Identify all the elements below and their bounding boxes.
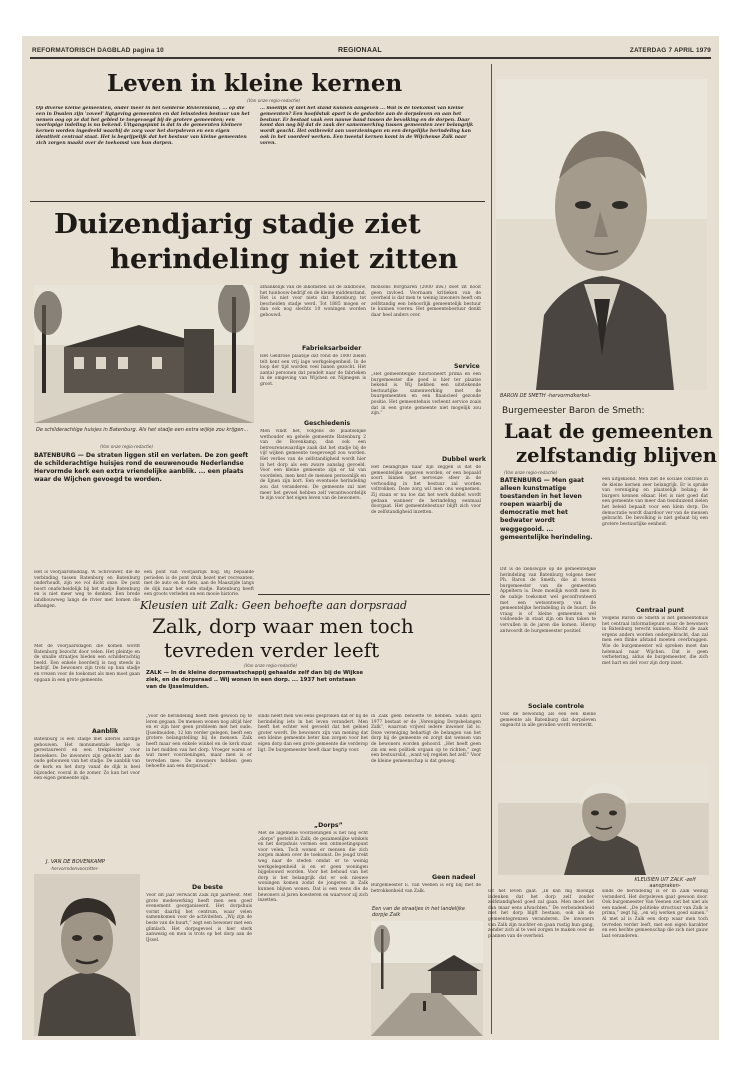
article-title: Leven in kleine kernen [107, 70, 403, 97]
article-lead: BATENBURG — De straten liggen stil en verlaten. De zon geeft de schilderachtige huisjes rond de eeuwenoude Nederlandse Hervormde kerk een extra vriendelijke aanblik. ... een plaats waar de Wijchen gevoegd te worden. [34, 452, 249, 484]
section-rule [258, 594, 490, 595]
byline: (Van onze regio-redactie) [244, 663, 298, 668]
headline-line-2: zelfstandig blijven [516, 444, 717, 467]
headline-line-1: Zalk, dorp waar men toch [152, 614, 414, 638]
street-photo-batenburg [34, 285, 254, 423]
body-text: „Voor de herindeling heeft men gewoon bij te leren gegaan. De mensen wonen nog altijd hier en er zijn hier geen probleem met het oude. IJsselmuiden, 12 km verder gelegen, heeft een grotere belangstelling bij de mensen. Zalk heeft maar een enkele winkel en de kerk staat in het midden van het dorp. Vroeger waren er wat meer voorzieningen, maar men is er tevreden mee. De inwoners hebben geen behoefte aan een dorpsraad.” [146, 714, 252, 770]
body-text: „Het gemeentelijke functioneert prima en een burgemeester die goed is hier ter plaatse bekend is. Wij hebben een uitstekende bestuurlijke samenwerking met de buurgemeenten en een financieel gezonde positie. Het gemeentehuis verleent service zoals dat in een grote gemeente niet mogelijk zou zijn.” [371, 372, 481, 417]
subheading-service: Service [454, 363, 480, 370]
body-text: Batenburg is een stadje met allerlei aardige gebouwen. Het monumentale kerkje is gerestaureerd en een trekpleister voor bezoekers. De inwoners zijn gehecht aan de oude gebouwen van het stadje. De aanblik van de kerk en het dorp vanaf de dijk is heel bijzonder, vooral in de zomer. Zo kan het voor een eigen gemeente zijn. [34, 737, 140, 782]
body-text: Ook de bewoning als een een kleine gemeente als Batenburg dat dorpsleven ongeacht in alle gevallen wordt versterkt. [500, 712, 596, 729]
byline: (Van onze regio-redactie) [247, 98, 301, 103]
body-text: een uitgekiend. Men ziet de sociale controle in de kleine kernen zeer belangrijk. Er is sprake van vereniging en plaatselijk belang; de burgers kennen elkaar. Het is niet goed dat een gemeente van meer dan tienduizend zielen het beleid bepaalt voor een klein dorp. De democratie wordt daardoor ver van de mensen gebracht. De bevolking is niet gebaat bij een grotere bestuurlijke eenheid. [602, 477, 708, 527]
intro-text [36, 106, 255, 198]
signature-role: -hervormdenvoorzitter- [50, 866, 99, 871]
body-text: Met de algemene voorzieningen is het nog echt „dorps” gesteld in Zalk; de gezamenlijke winkels en het dorpshuis vormen een ontmoetingspunt voor velen. Toch wonen er mensen die zich zorgen maken over de toekomst. De jeugd trekt weg naar de steden omdat er te weinig werkgelegenheid is en er geen woningen bijgebouwd worden. Voor het behoud van het dorp is het belangrijk dat er ook nieuwe woningen komen zodat de jongeren in Zalk kunnen blijven wonen. Dat is een wens die de bewoners al jaren koesteren en waarvoor zij zich inzetten. [258, 831, 368, 904]
body-text: Volgens Baron de Smeth is het gemeentehuis het centraal informatiepunt waar de bewoners in Batenburg terecht kunnen. Mocht de zaak ergens anders worden ondergebracht, dan zal men een flinke afstand moeten overbruggen. Wie de burgemeester wil spreken moet dan helemaal naar Wijchen. Dat is geen verbetering, aldus de burgemeester, die zich met hart en ziel voor zijn dorp inzet. [602, 616, 708, 666]
article-lead: ZALK — In de kleine dorpsmaatschappij gehaalde zelf dan bij de Wijkse ziek, en de dorpsraad .. Wij wonen in een dorp. ... 1937 het ontstaan van de IJsselmuiden. [146, 670, 364, 690]
portrait-photo-burgemeester [496, 79, 707, 390]
body-text: Men vindt het, volgens de plaatselijke wethouder en gehele gemeente Batenburg 2 van de Bovenkamp, dan ook een betreurenswaardige zaak dat het stadje bij de vijf wijken gemeente toegevoegd zou worden. Het verlies van de zelfstandigheid wordt hier in het dorp als een zware aanslag gevoeld. Voor een kleine gemeente zijn er tal van voordelen, men kent de mensen persoonlijk en de lijnen zijn kort. Een eventuele herindeling zou dat veranderen. De gemeente zal niet meer het gevoel hebben zelf verantwoordelijk te zijn voor het eigen leven van de bewoners. [260, 429, 366, 502]
date-label: ZATERDAG 7 APRIL 1979 [629, 47, 711, 54]
photo-caption: De schilderachtige huisjes in Batenburg. Als het stadje een extra wijkje zou krijgen... [36, 427, 249, 433]
subheading-dubbel-werk: Dubbel werk [442, 456, 486, 463]
subheading-sociale-controle: Sociale controle [528, 703, 585, 710]
body-text: Met de voorjaarsdagen die komen wordt Batenburg bezocht door velen. Het pleintje en de smalle straatjes bieden een schilderachtig beeld. Een enkele boerderij is nog steeds in bedrijf. De bewoners zijn trots op hun stadje en vrezen voor de toekomst als men moet gaan opgaan in een grote gemeente. [34, 644, 140, 683]
article-lead: BATENBURG — Men gaat alleen kunstmatige toestanden in het leven roepen waarbij de democratie met het bedwater wordt weggegooid. ... gemeentelijke herindeling. [500, 477, 593, 541]
body-text: Voor dit jaar verwacht Zalk zijn jaarfeest. Met grote medewerking heeft men een goed evenement georganiseerd. Het dorpshuis vormt daarbij het centrum, waar velen samenkomen voor de activiteiten. „Wij zijn de beste van de buurt,” zegt een bewoner met een glimlach. Het dorpsgevoel is hier sterk aanwezig en men is trots op het dorp aan de IJssel. [146, 893, 252, 943]
body-text: sinds heeft men wel eens gesproken dat er bij de herindeling iets in het leven verandert. Men heeft het echter wel gevoeld dat het gebied groter wordt. De bewoners zijn van mening dat een kleine gemeente beter kan zorgen voor het eigen dorp dan een grote gemeente die verderop ligt. De burgemeester heeft daar begrip voor. [258, 714, 368, 753]
subheading-geen-nadeel: Geen nadeel [432, 874, 476, 881]
filler-text: op die een in Dwalen zijn 'zoveel' ligtgeving gemeenten en dat leinsteden bestuur van het nemen oog op ze dat het gebied te toegevoegd bij de grotere gemeenten; een voorlopige indeling is nu bekend. Uitgangspunt is dat in de gemeenten kleinere kernen worden ingedeeld waarbij de zorg voor het dorpsleven en een eigen identiteit centraal staat. Het is begrijpelijk dat het bestuur van kleine gemeenten zich zorgen maakt over de toekomst van hun dorpen. [36, 106, 250, 146]
body-text: monsons Borgharen (2000 inw.) doet zit nooit geen invloed. Voornaam kritieken van de overheid is dat men te weinig inwoners heeft om zelfstandig een behoorlijk gemeentelijk bestuur te kunnen voeren. Het gemeentebestuur denkt daar heel anders over. [371, 285, 481, 318]
body-text: Dit is de zienswijze op de gemeentelijke herindeling van Batenburg volgens heer Ph. Baron de Smeth, die al tevens burgemeester van de gemeenten Appeltern is. Deze moeilijk wordt men in de nabije toekomst wel geconfronteerd met een wetsontwerp van de gemeentelijke herindeling in de buurt. De vraag is of kleine gemeenten wel voldoende in staat zijn om hun taken te vervullen in de jaren die komen. Hierop antwoordt de burgemeester positief. [500, 567, 596, 634]
byline: (Van onze regio-redactie) [504, 470, 558, 475]
body-text: Burgemeester E. van Veenen is erg blij met de betrokkenheid van Zalk. [371, 883, 481, 894]
headline-line-1: Laat de gemeenten [504, 420, 713, 443]
article-kicker: Kleusien uit Zalk: Geen behoefte aan dorpsraad [140, 599, 408, 612]
body-text: uit het leven gaat. „Ik kan mij moeilijk indenken dat het dorp zelf zonder zelfstandigheid goed zal gaan. Men moet het dan maar eens afwachten.” De verbondenheid met het dorp blijft bestaan, ook als de gemeentegrenzen veranderen. De inwoners van Zalk zijn nuchter en gaan rustig hun gang, zonder zich al te veel zorgen te maken over de plannen van de overheid. [488, 889, 594, 939]
intro-text [260, 106, 478, 198]
photo-caption: BARON DE SMETH -hervormdkerkel- [500, 393, 591, 399]
byline: (Van onze regio-redactie) [100, 444, 154, 449]
filler-text: Wat is de toekomst van kleine gemeenten? Een hoofdstuk apart is de gedachte aan de dorpsleven en aan het bestuur. Er bestaat vaak een nauwe band tussen de bevolking en de dorpen. Daar komt dan nog bij dat de zaak der samenwerking tussen gemeenten zeer belangrijk wordt geacht. Het ontbreekt aan voorzieningen en een dergelijke herindeling kan ook in het voordeel werken. Een tweetal kernen komt in de Wijchense Zalk naar voren. [260, 106, 474, 146]
section-rule [30, 201, 485, 202]
photo-caption: KLEUSIEN UIT ZALK -zelf aanspraken- [634, 877, 696, 889]
subheading-aanblik: Aanblik [92, 728, 119, 735]
body-text: sinds de herindeling is er in Zalk weinig veranderd. Het dorpsleven gaat gewoon door. Ook burgemeester Van Veenen ziet het niet als een nadeel. „De politieke structuur van Zalk is prima,” zegt hij, „en wij werken goed samen.” Al met al is Zalk een dorp waar men toch tevreden verder leeft, met een eigen karakter en een hechte gemeenschap die zich niet gauw laat veranderen. [602, 889, 708, 939]
body-text: Het Geldrose plaatsje dat rond de 1000 zielen telt kent een vrij lage werkgelegenheid. In de loop der tijd worden veel banen gezocht. Het aantal personen dat pendelt naar de fabrieken in de omgeving van Wijchen en Nijmegen is groot. [260, 354, 366, 387]
headline-line-1: Duizendjarig stadje ziet [54, 208, 421, 240]
portrait-photo-wethouder [34, 874, 140, 1036]
body-text: Het belangrijke naar zijn zeggen is dat de gemeentelijke opgaven worden, er een bepaald soort binnen het nerveuze sfeer in de verhouding in het bestuur zal worden voltrokken. Deze zorg wil men ons wegnemen. Zij staan er nu toe dat het werk dubbel wordt gedaan wanneer de herindeling eenmaal doorgaat. Het gemeentebestuur blijft zich voor de zelfstandigheid inzetten. [371, 465, 481, 515]
section-label: REGIONAAL [338, 47, 382, 54]
photo-caption: Een van de straatjes in het landelijke dorpje Zalk [372, 906, 465, 918]
headline-line-2: herindeling niet zitten [110, 243, 459, 275]
subheading-geschiedenis: Geschiedenis [304, 420, 351, 427]
intro-text-end: ... moeilijk of niet het stand kunnen aangeven ... [260, 106, 385, 111]
header-rule [30, 57, 711, 59]
subheading-dorps: „Dorps” [314, 822, 343, 829]
newspaper-page [22, 36, 719, 1040]
intro-text-start: Op diverse kleine gemeenten, onder meer in het Gelderse Rivierenland, ... [36, 106, 228, 111]
headline-line-2: tevreden verder leeft [164, 638, 380, 662]
subheading-fabrieksarbeider: Fabrieksarbeider [302, 345, 362, 352]
portrait-photo-zalk [498, 763, 709, 875]
subheading-centraal-punt: Centraal punt [636, 607, 684, 614]
body-text: in Zalk geen behoefte te hebben. Sinds april 1977 bestaat er de „Vereniging Dorpsbelangen Zalk”, waarvan vrijwel iedere inwoner lid is. Deze vereniging behartigt de belangen van het dorp bij de gemeente en zorgt dat wensen van de bewoners worden gehoord. „Het heeft geen zin om een politiek orgaan op te richten,” zegt een bestuurslid, „want wij regelen het zelf.” Voor de kleine gemeenschap is dat genoeg. [371, 714, 481, 764]
body-text: een pont van voorjaarlijk nog. Bij bepaalde perioden is de pont druk bezet met recreanten, met de auto en de fiets, aan de Maaszijde langs de dijk naar het oude stadje. Batenburg heeft een groots verleden en een mooie historie. [144, 570, 254, 598]
article-kicker: Burgemeester Baron de Smeth: [502, 406, 645, 416]
subheading-de-beste: De beste [192, 884, 223, 891]
paper-page-label: REFORMATORISCH DAGBLAD pagina 10 [32, 47, 164, 54]
body-text: afhankelijk van de inkomsten uit de landbouw, het tuinbouw-bedrijf en de kleine middenstand. Het is niet voor niets dat Batenburg tot bescheiden stadje werd. Tot 1885 mogen er dan ook nog slechts 10 woningen worden gebouwd. [260, 285, 366, 318]
body-text: Het is voorjaarsmiddag. W. Schrouwer, die de verbinding tussen Batenburg en Batenburg onderhoudt, zijn we vol dicht onze. De pont boort onafscheidelijk bij het stadje Batenburg en is niet meer weg te denken. Een brede landbouwweg langs de rivier met bomen die afhangen. [34, 570, 140, 609]
village-photo-zalk [371, 921, 483, 1036]
signature-name: J. VAN DE BOVENKAMP [46, 859, 105, 865]
